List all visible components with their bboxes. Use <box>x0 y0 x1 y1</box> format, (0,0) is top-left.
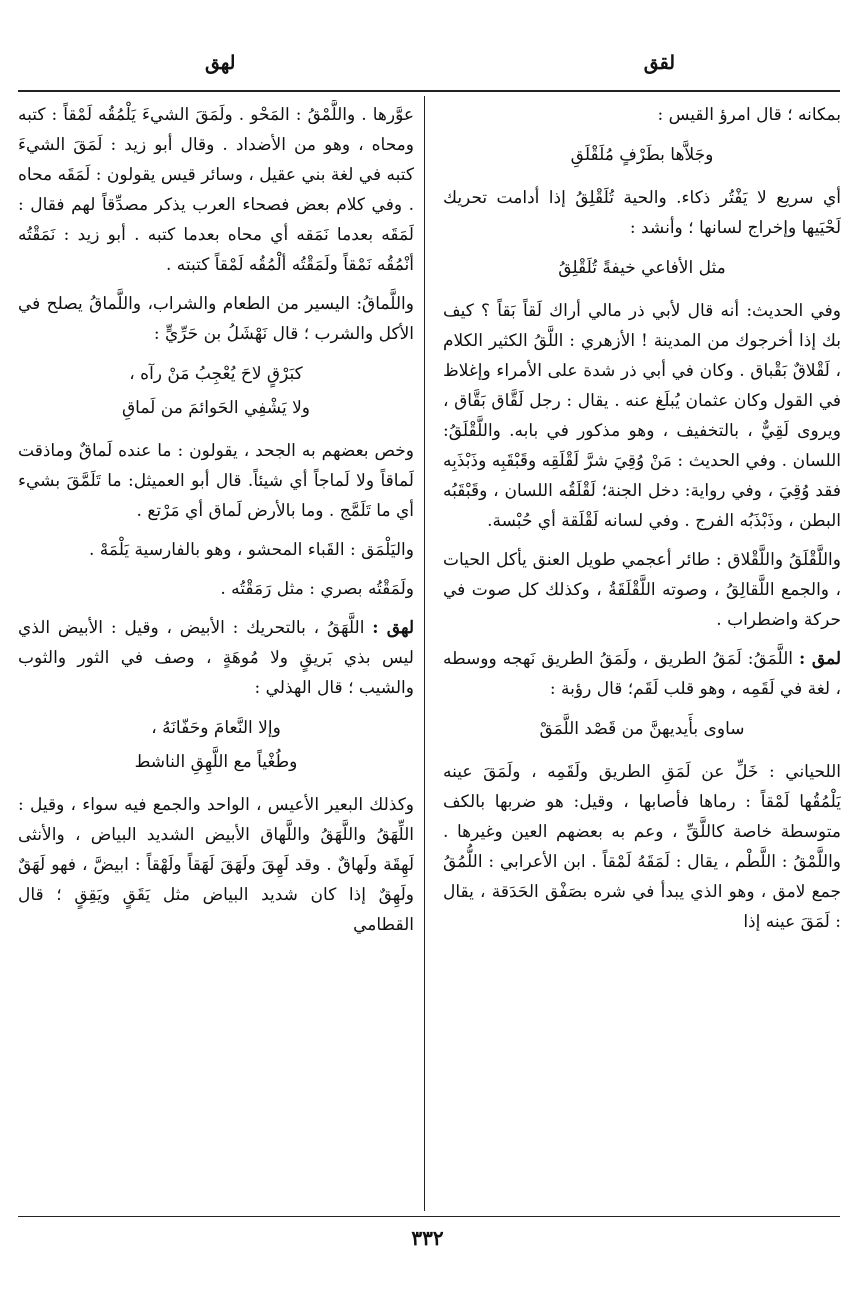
verse: ساوى بأَيديهنَّ من قَصْد اللَّمَقْ <box>539 719 745 739</box>
paragraph: واليَلْمَق : القَباء المحشو ، وهو بالفارسية يَلْمَهْ . <box>88 540 414 560</box>
verse: مثل الأفاعي خيفةً تُلَقْلِقُ <box>558 258 726 278</box>
paragraph: بمكانه ؛ قال امرؤ القيس : <box>657 105 841 125</box>
right-column <box>443 100 841 1210</box>
paragraph: واللَّقْلَقُ واللَّقْلاق : طائر أعجمي طويل العنق يأكل الحيات ، والجمع اللَّقالِقُ ، وصوته اللَّقْلَقَةُ ، وكذلك كل صوت في حركة واضطراب . <box>443 550 841 630</box>
entry-text: اللَّهَقُ ، بالتحريك : الأبيض ، وقيل : الأبيض الذي ليس بذي بَريقٍ ولا مُوهَةٍ ، وصف في الثور والثوب والشيب ؛ قال الهذلي : <box>18 618 414 698</box>
paragraph: وخص بعضهم به الجحد ، يقولون : ما عنده لَماقٌ وماذقت لَماقاً ولا لَماجاً أي شيئاً. قال أبو العميثل: ما تَلَمَّقَ بشيء أي ما تَلَمَّج . وما بالأرض لَماق أي مَرْتع . <box>18 441 414 521</box>
header-right-word: لقق <box>643 52 675 74</box>
left-column <box>18 100 414 1210</box>
page-number: ٣٣٢ <box>411 1226 444 1250</box>
paragraph: وكذلك البعير الأعيس ، الواحد والجمع فيه سواء ، وقيل : اللِّهَقُ واللَّهَقُ واللَّهاق الأبيض الشديد البياض ، والأنثى لَهِقَة ولَهاقٌ . وقد لَهِقَ ولَهَقَ لَهَقاً ولَهْقاً : ابيضَّ ، فهو لَهَقٌ ولَهِقٌ إذا كان شديد البياض مثل يَقَقٍ ويَقِقٍ ؛ قال القطامي <box>18 795 414 935</box>
verse-line: وإلا النَّعامَ وحَفّانَهُ ، <box>151 718 281 738</box>
paragraph: أي سريع لا يَفْتُر ذكاء. والحية تُلَقْلِقُ إذا أدامت تحريك لَحْيَيها وإخراج لسانها ؛ وأنشد : <box>443 188 841 238</box>
verse-line: وطُغْياً مع اللَّهِقِ الناشط <box>134 752 298 772</box>
entry-paragraph <box>443 644 841 704</box>
paragraph: واللَّماقُ: اليسير من الطعام والشراب، واللَّماقُ يصلح في الأكل والشرب ؛ قال نَهْشَلُ بن حَرِّيٍّ : <box>18 294 414 344</box>
paragraph: وفي الحديث: أنه قال لأبي ذر مالي أراك لَقاً بَقاً ؟ كيف بك إذا أخرجوك من المدينة ! الأزهري : اللَّقُ الكثير الكلام ، لَقْلاقٌ بَقْباق . وكان في أبي ذر شدة على الأمراء وإغلاظ في القول وكان عثمان يُبلَغ عنه . يقال : رجل لَقَّاق بَقَّاق ، ويروى لَقِيٌّ ، بالتخفيف ، وهو مذكور في بابه. واللَّقْلَقُ: اللسان . وفي الحديث : مَنْ وُقِيَ شرَّ لَقْلَقِه وقَبْقَبِه وذَبْذَبِه فقد وُقِيَ ، وفي رواية: دخل الجنة؛ لَقْلَقُه اللسان ، وقَبْقَبُه البطن ، وذَبْذَبُه الفرج . وفي لسانه لَقْلَقة أي حُبْسة. <box>443 301 841 531</box>
bottom-rule <box>18 1216 840 1217</box>
top-rule <box>18 90 840 92</box>
header-left-word: لهق <box>205 52 236 74</box>
verse-line: كبَرْقٍ لاحَ يُعْجِبُ مَنْ رآه ، <box>129 364 303 384</box>
paragraph: عوَّرها . واللَّمْقُ : المَحْو . ولَمَقَ الشيءَ يَلْمُقُه لَمْقاً : كتبه ومحاه ، وهو من الأضداد . وقال أبو زيد : لَمَقَ الشيءَ كتبه في لغة بني عقيل ، وسائر قيس يقولون : لَمَقَه محاه . وفي كلام بعض فصحاء العرب يذكر مصدِّقاً لهم فقال : لَمَقَه بعدما نَمَقه أي محاه بعدما كتبه . أبو زيد : نَمَقْتُه أنْمُقُه نَمْقاً ولَمَقْتُه ألْمُقُه لَمْقاً كتبته . <box>18 105 414 275</box>
entry-text: اللَّمَقُ: لَمَقُ الطريق ، ولَمَقُ الطريق نَهجه ووسطه ، لغة في لَقَمِه ، وهو قلب لَقَم؛ قال رؤبة : <box>443 649 841 699</box>
entry-head: لمق : <box>799 649 841 669</box>
paragraph: اللحياني : خَلِّ عن لَمَقِ الطريق ولَقَمِه ، ولَمَقَ عينه يَلْمُقُها لَمْقاً : رماها فأصابها ، وقيل: هو ضربها بالكف متوسطة خاصة كاللَّقِّ ، وعم به بعضهم العين وغيرها . واللَّمْقُ : اللَّطْم ، يقال : لَمَقَهُ لَمْقاً . ابن الأعرابي : اللُّمُقُ جمع لامق ، وهو الذي يبدأ في شره بصَفْق الحَدَقة ، يقال : لَمَقَ عينه إذا <box>443 762 841 932</box>
column-divider <box>424 96 425 1211</box>
entry-head: لهق : <box>372 618 414 638</box>
entry-paragraph <box>18 613 414 703</box>
verse-line: ولا يَشْفِي الحَوائمَ من لَماقِ <box>121 398 311 418</box>
paragraph: ولَمَقْتُه بصري : مثل رَمَقْتُه . <box>220 579 414 599</box>
verse: وجَلاَّها بطَرْفٍ مُلَقْلَقِ <box>570 145 714 165</box>
